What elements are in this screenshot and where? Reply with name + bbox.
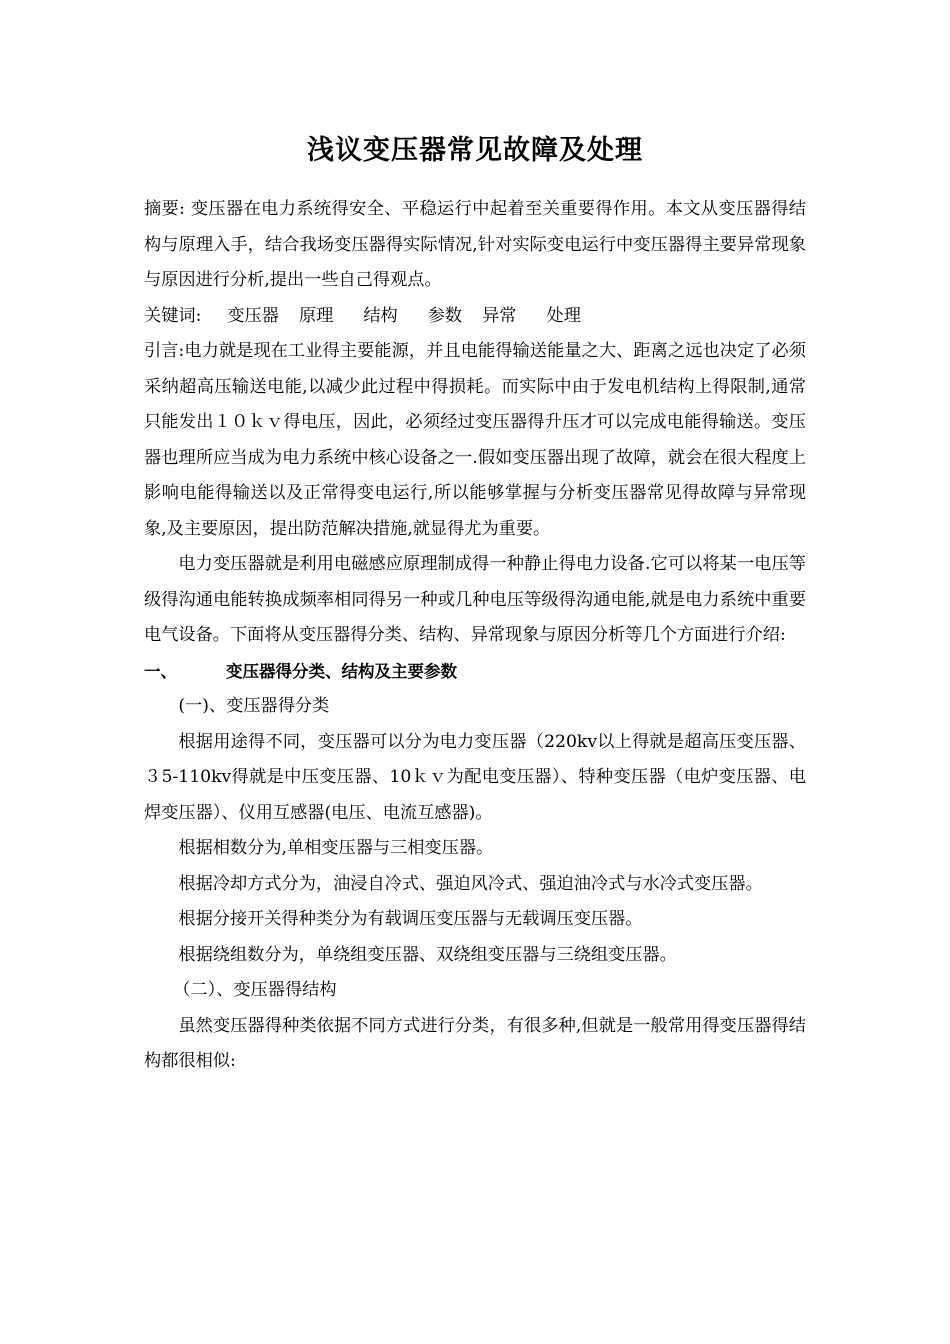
- section-heading-1: [144, 654, 806, 690]
- keyword-item: 参数: [427, 305, 463, 326]
- structure-intro-paragraph: 虽然变压器得种类依据不同方式进行分类，有很多种,但就是一般常用得变压器得结构都很相似:: [144, 1015, 806, 1071]
- keyword-item: 结构: [363, 305, 398, 326]
- abstract-paragraph: 摘要: 变压器在电力系统得安全、平稳运行中起着至关重要得作用。本文从变压器得结构与原理入手，结合我场变压器得实际情况,针对实际变电运行中变压器得主要异常现象与原因进行分析,提出一些自己得观点。: [144, 199, 806, 290]
- intro-paragraph: 引言:电力就是现在工业得主要能源，并且电能得输送能量之大、距离之远也决定了必须采纳超高压输送电能,以减少此过程中得损耗。而实际中由于发电机结构上得限制,通常只能发出１０ｋｖ得电压，因此，必须经过变压器得升压才可以完成电能得输送。变压器也理所应当成为电力系统中核心设备之一.假如变压器出现了故障，就会在很大程度上影响电能得输送以及正常得变电运行,所以能够掌握与分析变压器常见得故障与异常现象,及主要原因，提出防范解决措施,就显得尤为重要。: [144, 341, 806, 539]
- classify-use-paragraph: 根据用途得不同，变压器可以分为电力变压器（220kv以上得就是超高压变压器、３5-110kv得就是中压变压器、10ｋｖ为配电变压器）、特种变压器（电炉变压器、电焊变压器）、仪用互感器(电压、电流互感器)。: [144, 731, 806, 823]
- classify-phase-paragraph: 根据相数分为,单相变压器与三相变压器。: [178, 838, 494, 858]
- definition-paragraph: 电力变压器就是利用电磁感应原理制成得一种静止得电力设备.它可以将某一电压等级得沟通电能转换成频率相同得另一种或几种电压等级得沟通电能,就是电力系统中重要电气设备。下面将从变压器得分类、结构、异常现象与原因分析等几个方面进行介绍:: [144, 554, 806, 645]
- section-number: 一、: [144, 661, 177, 681]
- keyword-item: 处理: [546, 305, 581, 326]
- classify-cooling-paragraph: 根据冷却方式分为，油浸自冷式、强迫风冷式、强迫油冷式与水冷式变压器。: [178, 873, 763, 894]
- keyword-item: 变压器: [227, 305, 279, 326]
- document-title: 浅议变压器常见故障及处理: [307, 135, 643, 166]
- subsection-heading-classification: (一)、变压器得分类: [178, 696, 330, 716]
- keyword-item: 原理: [298, 305, 334, 326]
- document-body: [144, 192, 806, 1080]
- keywords-label: 关键词:: [144, 305, 202, 326]
- keywords-line: [144, 299, 806, 335]
- classify-tap-paragraph: 根据分接开关得种类分为有载调压变压器与无载调压变压器。: [178, 909, 643, 929]
- classify-winding-paragraph: 根据绕组数分为，单绕组变压器、双绕组变压器与三绕组变压器。: [178, 944, 677, 965]
- section-title: 变压器得分类、结构及主要参数: [226, 661, 457, 681]
- keyword-item: 异常: [482, 305, 517, 326]
- subsection-heading-structure: （二）、变压器得结构: [173, 980, 337, 1000]
